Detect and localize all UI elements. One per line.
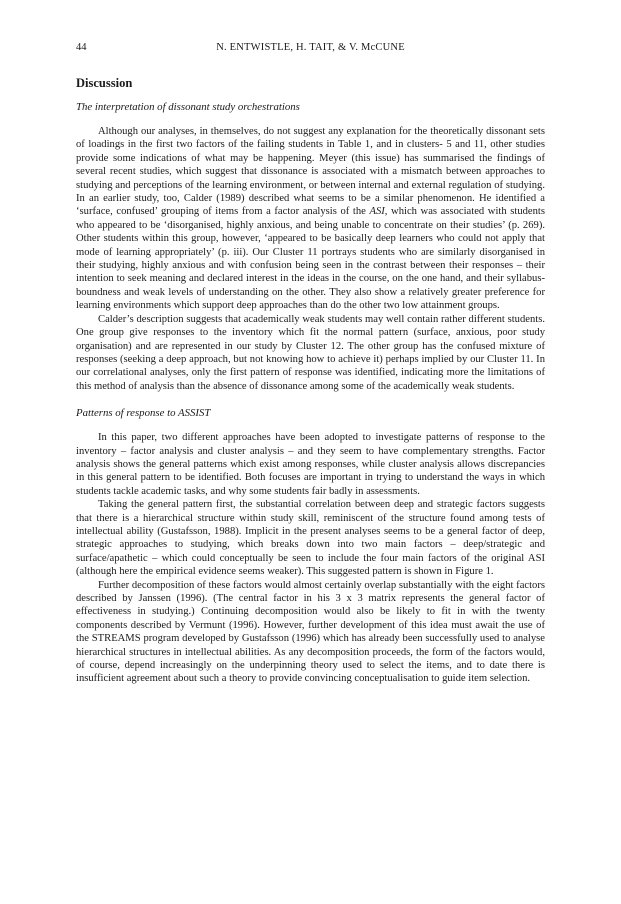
paragraph-text: Taking the general pattern first, the substantial correlation between deep and strategic factors suggests that there is a hierarchical structure within study skill, reminiscent of the structure found among tests of intellectual ability (Gustafsson, 1988). Implicit in the present analyses seems to be a general factor of deep, strategic approaches to studying, which breaks down into two main factors – deep/strategic and surface/apathetic – which could conceptually be seen to include the four main factors of the original ASI (although here the empirical evidence seems weaker). This suggested pattern is shown in Figure 1.	[76, 499, 545, 578]
subsection-title-dissonant: The interpretation of dissonant study orchestrations	[76, 101, 300, 113]
subsection-title-patterns: Patterns of response to ASSIST	[76, 407, 211, 420]
paragraph-text: In this paper, two different approaches have been adopted to investigate patterns of response to the inventory – factor analysis and cluster analysis – and they seem to have complementary strengths. Factor analysis shows the general patterns which exist among responses, while cluster analysis allows discrepancies in this general pattern to be identified. Both focuses are important in trying to understand the ways in which students tackle academic tasks, and why some students fair badly in assessments.	[76, 432, 545, 497]
paragraph	[76, 498, 545, 578]
page-body	[76, 76, 545, 686]
paragraph-text: , which was associated with students who appeared to be ‘disorganised, highly anxious, and being unable to concentrate on their studies’ (p. 269). Other students within this group, however, ‘appeared to be basically deep learners who could not apply that mode of learning appropriately’ (p. iii). Our Cluster 11 portrays students who are similarly disorganised in their studying, highly anxious and with confusion being seen in the contrast between their responses – their intention to seek meaning and declared interest in the ideas in the course, on the one hand, and their syllabus-boundness and weak levels of understanding on the other. They also show a relatively greater preference for learning environments which support deep approaches than do the other two low attainment groups.	[76, 206, 545, 312]
paragraph-text: Although our analyses, in themselves, do not suggest any explanation for the theoretically dissonant sets of loadings in the first two factors of the failing students in Table 1, and in clusters- 5 and 11, other studies provide some indications of what may be happening. Meyer (this issue) has summarised the findings of several recent studies, which suggest that dissonance is associated with a mismatch between approaches to studying and perceptions of the learning environment, or between internal and external regulation of studying. In an earlier study, too, Calder (1989) described what seems to be a similar phenomenon. He identified a ‘surface, confused’ grouping of items from a factor analysis of the	[76, 126, 545, 218]
paragraph	[76, 125, 545, 313]
section-title: Discussion	[76, 76, 133, 90]
paragraph-text: Calder’s description suggests that academically weak students may well contain rather different students. One group give responses to the inventory which fit the normal pattern (surface, anxious, poor study organisation) and are represented in our study by Cluster 12. The other group has the confused mixture of responses (seeking a deep approach, but not knowing how to achieve it) perhaps implied by our Cluster 11. In our correlational analyses, only the first pattern of response was identified, indicating more the limitations of this method of analysis than the absence of dissonance among some of the academically weak students.	[76, 313, 545, 392]
page-number: 44	[76, 42, 87, 53]
running-head: N. ENTWISTLE, H. TAIT, & V. McCUNE	[216, 42, 405, 53]
paragraph	[76, 431, 545, 498]
paragraph	[76, 579, 545, 686]
paragraph-italic-term: ASI	[369, 206, 385, 218]
paragraph	[76, 313, 545, 393]
paragraph-text: Further decomposition of these factors would almost certainly overlap substantially with the eight factors described by Janssen (1996). (The central factor in his 3 x 3 matrix represents the general factor of effectiveness in studying.) Continuing decomposition would also be likely to fit in with the twenty components described by Vermunt (1996). However, further development of this idea must await the use of the STREAMS program developed by Gustafsson (1996) which has already been successfully used to analyse hierarchical structures in intellectual abilities. As any decomposition proceeds, the form of the factors would, of course, depend increasingly on the underpinning theory used to select the items, and to date there is insufficient agreement about such a theory to provide convincing conceptualisation to guide item selection.	[76, 579, 545, 685]
